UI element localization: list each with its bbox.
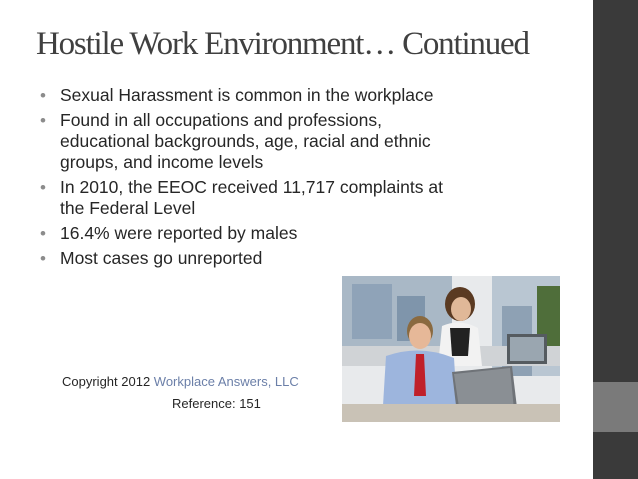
bullet-dot-icon: • xyxy=(40,249,46,268)
office-photo xyxy=(342,276,560,422)
workplace-answers-link[interactable]: Workplace Answers, LLC xyxy=(153,374,299,389)
bullet-dot-icon: • xyxy=(40,224,46,243)
bullet-item: • Most cases go unreported xyxy=(40,248,263,268)
bullet-item: • Sexual Harassment is common in the workplace xyxy=(40,85,434,105)
bullet-item: • 16.4% were reported by males xyxy=(40,223,298,243)
bullet-dot-icon: • xyxy=(40,111,46,130)
bullet-item: • In 2010, the EEOC received 11,717 complaints at the Federal Level xyxy=(40,177,443,218)
sidebar-accent xyxy=(593,382,638,432)
bullet-list xyxy=(38,85,468,273)
bullet-item: • Found in all occupations and professions, educational backgrounds, age, racial and ethnic groups, and income levels xyxy=(40,110,431,172)
office-photo-image xyxy=(342,276,560,422)
reference-text: Reference: 151 xyxy=(172,396,261,411)
copyright-line: Copyright 2012 Workplace Answers, LLC xyxy=(62,374,299,389)
bullet-dot-icon: • xyxy=(40,178,46,197)
slide-title: Hostile Work Environment… Continued xyxy=(36,26,529,62)
bullet-dot-icon: • xyxy=(40,86,46,105)
